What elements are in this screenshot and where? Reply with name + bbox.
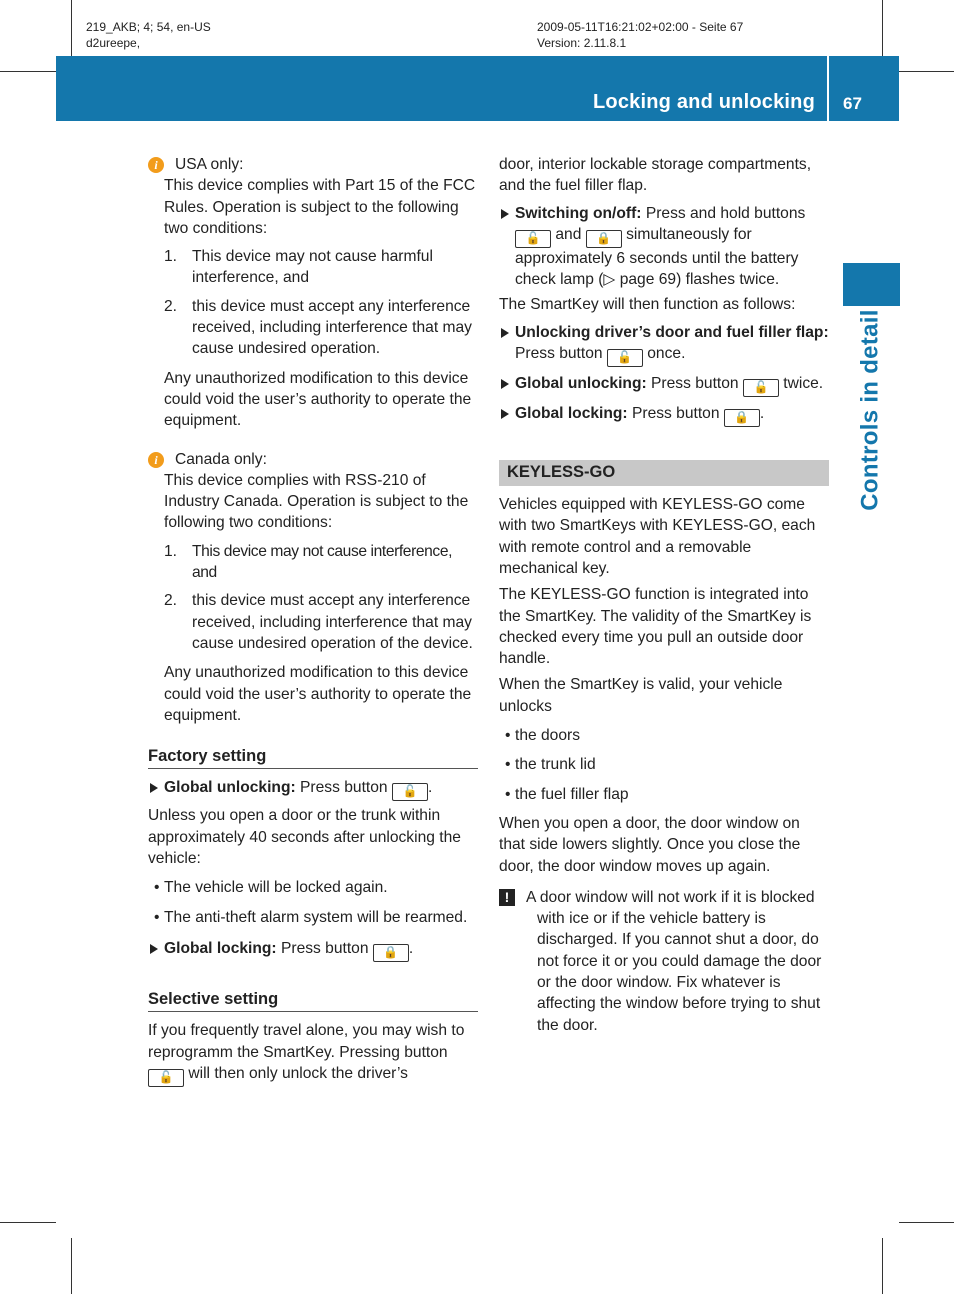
right-column bbox=[499, 154, 829, 1036]
crop-mark bbox=[0, 1222, 56, 1223]
paragraph: The KEYLESS-GO function is integrated into the SmartKey. The validity of the SmartKey is checked every time you pull an outside door handle. bbox=[499, 586, 812, 668]
bullet-item: • the fuel filler flap bbox=[499, 784, 829, 805]
bullet-item: • The anti-theft alarm system will be rearmed. bbox=[148, 907, 478, 928]
info-icon: i bbox=[148, 157, 164, 173]
paragraph: Any unauthorized modification to this device could void the user’s authority to operate the equipment. bbox=[164, 664, 472, 724]
lock-button-icon: 🔒 bbox=[724, 409, 760, 427]
paragraph: This device complies with Part 15 of the FCC Rules. Operation is subject to the following two conditions: bbox=[164, 177, 476, 237]
meta-line: 2009-05-11T16:21:02+02:00 - Seite 67 bbox=[537, 20, 744, 34]
list-item: 1. This device may not cause harmful interference, and bbox=[164, 248, 433, 287]
header-divider bbox=[827, 56, 829, 121]
step-arrow-icon bbox=[150, 783, 158, 793]
paragraph: When the SmartKey is valid, your vehicle unlocks bbox=[499, 676, 783, 715]
chapter-label: Controls in detail bbox=[856, 309, 884, 511]
paragraph: door, interior lockable storage compartments, and the fuel filler flap. bbox=[499, 156, 812, 195]
meta-line: d2ureepe, bbox=[86, 36, 141, 50]
crop-mark bbox=[882, 1238, 883, 1294]
info-icon: i bbox=[148, 452, 164, 468]
bullet-item: • the doors bbox=[499, 725, 829, 746]
warning-icon: ! bbox=[499, 889, 515, 906]
meta-line: 219_AKB; 4; 54, en-US bbox=[86, 20, 211, 34]
unlock-button-icon: 🔓 bbox=[148, 1069, 184, 1087]
lock-button-icon: 🔒 bbox=[373, 944, 409, 962]
paragraph: Vehicles equipped with KEYLESS-GO come with two SmartKeys with KEYLESS-GO, each with remote control and a removable mechanical key. bbox=[499, 496, 816, 577]
lock-button-icon: 🔒 bbox=[586, 230, 622, 248]
paragraph: Any unauthorized modification to this device could void the user’s authority to operate the equipment. bbox=[164, 369, 472, 430]
step-arrow-icon bbox=[150, 944, 158, 954]
step-arrow-icon bbox=[501, 328, 509, 338]
list-item: 2. this device must accept any interference received, including interference that may cause undesired operation. bbox=[164, 297, 472, 358]
step-arrow-icon bbox=[501, 209, 509, 219]
step: Switching on/off: Press and hold buttons 🔓 and 🔒 simultaneously for approximately 6 seconds until the battery check lamp (▷ page 69) flashes twice. bbox=[499, 203, 829, 291]
step: Global locking: Press button 🔒 . bbox=[148, 938, 478, 962]
list-item: 2. this device must accept any interference received, including interference that may cause undesired operation of the device. bbox=[164, 592, 473, 652]
list-item: 1. This device may not cause interference, and bbox=[164, 542, 453, 582]
crop-mark bbox=[899, 71, 954, 72]
crop-mark bbox=[882, 0, 883, 56]
unlock-button-icon: 🔓 bbox=[607, 349, 643, 367]
crop-mark bbox=[71, 1238, 72, 1294]
page-number: 67 bbox=[843, 94, 862, 113]
info-heading: USA only: bbox=[175, 156, 244, 173]
info-usa bbox=[148, 154, 478, 432]
left-column bbox=[148, 154, 478, 1087]
paragraph: When you open a door, the door window on that side lowers slightly. Once you close the door, the door window moves up again. bbox=[499, 814, 801, 875]
step: Unlocking driver’s door and fuel filler flap: Press button 🔓 once. bbox=[499, 322, 829, 367]
crop-mark bbox=[0, 71, 56, 72]
page-header bbox=[56, 56, 899, 121]
crop-mark bbox=[71, 0, 72, 56]
print-meta-right bbox=[537, 19, 743, 51]
crop-mark bbox=[899, 1222, 954, 1223]
step: Global unlocking: Press button 🔓 . bbox=[148, 777, 478, 801]
section-heading: Factory setting bbox=[148, 746, 478, 769]
step-arrow-icon bbox=[501, 409, 509, 419]
section-heading: Selective setting bbox=[148, 989, 478, 1012]
print-meta-left bbox=[86, 19, 211, 51]
unlock-button-icon: 🔓 bbox=[392, 783, 428, 801]
step-arrow-icon bbox=[501, 379, 509, 389]
warning-text: A door window will not work if it is blocked with ice or if the vehicle battery is discharged. If you cannot shut a door, do not force it or you could damage the door or the door window. Fix whatever is affecting the window before trying to shut the door. bbox=[526, 888, 822, 1034]
chapter-tab bbox=[843, 263, 900, 306]
step: Global locking: Press button 🔒 . bbox=[499, 403, 829, 427]
info-heading: Canada only: bbox=[175, 450, 267, 468]
warning-note bbox=[499, 887, 829, 1036]
paragraph: This device complies with RSS-210 of Industry Canada. Operation is subject to the following two conditions: bbox=[164, 471, 469, 532]
section-title: Locking and unlocking bbox=[593, 91, 815, 113]
bullet-item: • the trunk lid bbox=[499, 754, 829, 775]
meta-line: Version: 2.11.8.1 bbox=[537, 36, 627, 50]
paragraph: The SmartKey will then function as follows: bbox=[499, 296, 796, 314]
paragraph: Unless you open a door or the trunk within approximately 40 seconds after unlocking the vehicle: bbox=[148, 807, 461, 868]
info-canada bbox=[148, 449, 478, 727]
paragraph: If you frequently travel alone, you may wish to reprogramm the SmartKey. Pressing button 🔓 will then only unlock the driver’s bbox=[148, 1020, 478, 1087]
step: Global unlocking: Press button 🔓 twice. bbox=[499, 373, 829, 397]
section-heading: KEYLESS-GO bbox=[499, 460, 829, 486]
bullet-item: • The vehicle will be locked again. bbox=[148, 877, 478, 898]
unlock-button-icon: 🔓 bbox=[743, 379, 779, 397]
unlock-button-icon: 🔓 bbox=[515, 230, 551, 248]
